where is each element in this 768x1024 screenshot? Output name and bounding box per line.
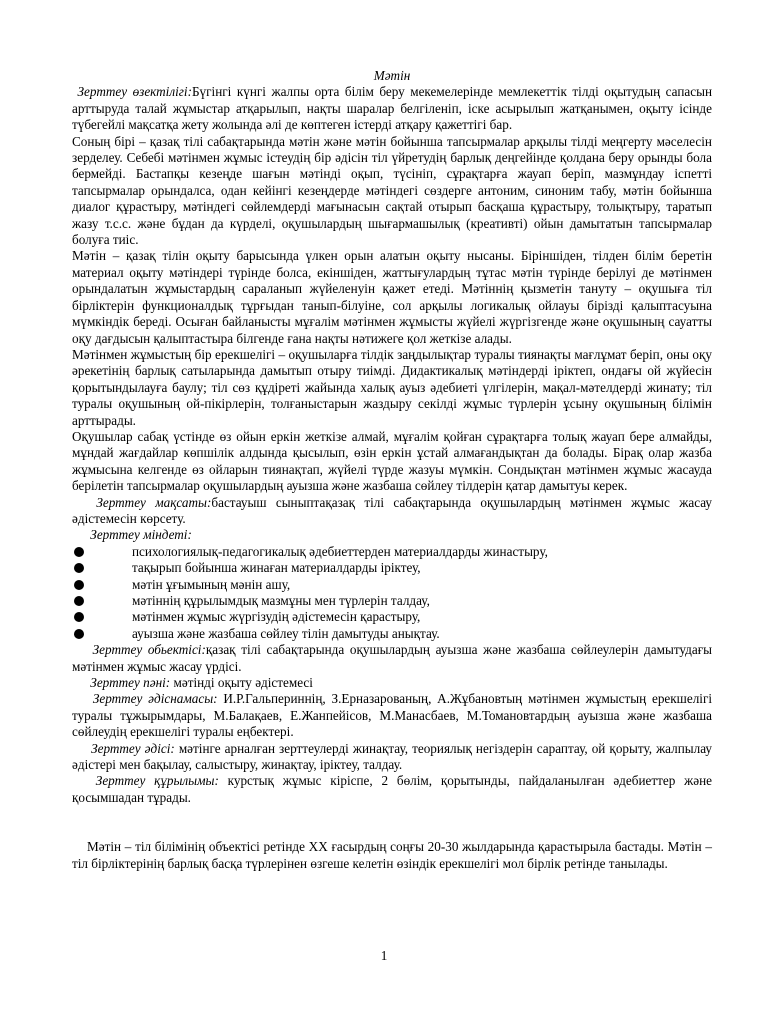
relevance-text: Бүгінгі күнгі жалпы орта білім беру мекемелерінде мемлекеттік тілді оқытудың сапасын арттыруда талай жұмыстар атқарылып, нақты шаралар белгіленіп, іске асырылып жатқанымен, оқыту ісінде түбегейлі мақсатқа жету жолында әлі де көптеген істерді атқару қажеттігі бар. (72, 84, 713, 133)
final-paragraph: Мәтін – тіл білімінің объектісі ретінде ХХ ғасырдың соңғы 20-30 жылдарында қарастырыла бастады. Мәтін – тіл бірліктерінің барлық басқа түрлерінен өзгеше келетін өзіндік ерекшелігі мол бірлік ретінде танылады. (72, 839, 712, 871)
relevance-label: Зерттеу өзектілігі: (77, 84, 192, 100)
methodology-paragraph (72, 691, 712, 740)
body-paragraph-4: Оқушылар сабақ үстінде өз ойын еркін жеткізе алмай, мұғалім қойған сұрақтарға толық жауап бере алмайды, мұндай жағдайлар көпшілік алдында қысылып, өзін еркін ұстай алмағандықтан да болады. Бірақ олар жазба жұмысына келгенде өз ойларын тиянақтап, жүйелі түрде жазуы мүмкін. Сондықтан мәтінмен жұмыс жасауда берілетін тапсырмалар оқушылардың ауызша және жазбаша сөйлеу тілдерін қатар дамытуы керек. (72, 428, 712, 494)
list-item: мәтіннің құрылымдық мазмұны мен түрлерін талдау, (72, 593, 712, 609)
method-paragraph (72, 741, 712, 774)
bullet-icon (74, 580, 84, 590)
bullet-icon (74, 563, 84, 573)
subject-label: Зерттеу пәні: (90, 675, 171, 691)
page-number: 1 (380, 948, 388, 963)
paragraph-gap (72, 806, 712, 839)
bullet-icon (74, 596, 84, 606)
tasks-heading (72, 527, 712, 543)
subject-paragraph (72, 675, 712, 691)
methodology-label: Зерттеу әдіснамасы: (92, 691, 218, 707)
bullet-icon (74, 547, 84, 557)
goal-text: бастауыш сыныптақазақ тілі сабақтарында оқушылардың мәтінмен жұмыс жасау әдістемесін көрсету. (72, 494, 712, 526)
document-page (72, 68, 712, 872)
structure-label: Зерттеу құрылымы: (95, 773, 219, 789)
list-item: психологиялық-педагогикалық әдебиеттерден материалдарды жинастыру, (72, 544, 712, 560)
tasks-label: Зерттеу міндеті: (90, 527, 192, 543)
object-paragraph (72, 642, 712, 675)
bullet-icon (74, 629, 84, 639)
relevance-paragraph (72, 84, 712, 133)
structure-text: курстық жұмыс кіріспе, 2 бөлім, қорытынды, пайдаланылған әдебиеттер және қосымшадан тұрады. (72, 773, 713, 805)
method-label: Зерттеу әдісі: (91, 740, 175, 756)
list-item: тақырып бойынша жинаған материалдарды іріктеу, (72, 560, 712, 576)
object-label: Зерттеу обьектісі: (92, 642, 206, 658)
document-title: Мәтін (373, 68, 411, 83)
body-paragraph-1: Соның бірі – қазақ тілі сабақтарында мәтін және мәтін бойынша тапсырмалар арқылы тілді меңгерту мәселесін зерделеу. Себебі мәтінмен жұмыс істеудің бір әдісін тіл үйретудің барлық деңгейінде қолдана беру орынды бола бермейді. Бастапқы кезеңде шағын мәтінді оқып, түсініп, сұрақтарға жауап беріп, мазмұндау іспетті тапсырмалар орындалса, одан кейінгі кезеңдерде мәтіндегі сөздерге антоним, синоним табу, мәтін бойынша диалог құрастыру, мәтіндегі сөйлемдерді мағынасын сақтай отырып басқаша құрастыру, толықтыру, таратып жазу т.с.с. және бұдан да күрделі, оқушылардың шығармашылық (креативті) ойын дамытатын тапсырмалар болуға тиіс. (72, 133, 712, 248)
subject-text: мәтінді оқыту әдістемесі (170, 675, 313, 691)
methodology-text: И.Р.Гальпериннің, З.Ерназарованың, А.Жұбановтың мәтінмен жұмыстың ерекшелігі туралы тұжырымдары, М.Балақаев, Е.Жанпейісов, М.Манасбаев, М.Томановтардың ауызша және жазбаша сөйлеудің ерекшелігі туралы еңбектері. (72, 691, 713, 740)
structure-paragraph (72, 773, 712, 806)
list-item: ауызша және жазбаша сөйлеу тілін дамытуды анықтау. (72, 626, 712, 642)
body-paragraph-2: Мәтін – қазақ тілін оқыту барысында үлкен орын алатын оқыту нысаны. Біріншіден, тілден білім беретін материал оқыту мәтіндері түрінде болса, екіншіден, жаттығулардың тұтас мәтін түрінде берілуі де мәтінмен орындалатын жұмыстардың сараланып жүйеленуін қажет етеді. Мәтіннің қызметін тануту – оқушыға тіл бірліктерін функционалдық тұрғыдан танып-білуіне, сол арқылы логикалық ойлауы бірізді қалыптасуына мүмкіндік береді. Осыған байланысты мұғалім мәтінмен жұмысты жүйелі жүргізгенде және оқушының сауатты оқу дағдысын қалыптастыра білгенде ғана нақты нәтижеге қол жеткізе алады. (72, 248, 712, 346)
body-paragraph-3: Мәтінмен жұмыстың бір ерекшелігі – оқушыларға тілдік заңдылықтар туралы тиянақты мағлұмат беріп, оны оқу әрекетінің барлық сатыларында дамытып отыру тиімді. Дидактикалық мәтіндерді іріктеп, ондағы ой жүйесін қорытындылауға баулу; тіл сөз құдіреті жайында халық ауыз әдебиеті үлгілерін, мақал-мәтелдерді жинату; тіл туралы оқушының ой-пікірлерін, толғаныстарын жаздыру секілді жұмыс түрлерін ұсыну оқушының білімін арттырады. (72, 346, 712, 428)
tasks-list (72, 544, 712, 642)
object-text: қазақ тілі сабақтарында оқушылардың ауызша және жазбаша сөйлеулерін дамытудағы мәтінмен жұмыс жасау үрдісі. (72, 642, 713, 674)
list-item: мәтінмен жұмыс жүргізудің әдістемесін қарастыру, (72, 609, 712, 625)
bullet-icon (74, 612, 84, 622)
list-item: мәтін ұғымының мәнін ашу, (72, 577, 712, 593)
method-text: мәтінге арналған зерттеулерді жинақтау, теориялық негіздерін сараптау, ой қорыту, жалпылау әдістері мен бақылау, салыстыру, жинақтау, іріктеу, талдау. (72, 740, 713, 773)
goal-paragraph (72, 495, 712, 528)
goal-label: Зерттеу мақсаты: (96, 494, 212, 510)
